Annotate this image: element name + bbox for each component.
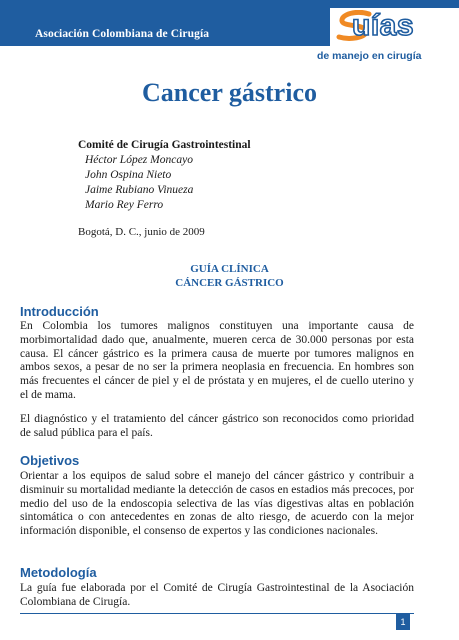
paragraph-introduccion-2: El diagnóstico y el tratamiento del cáncer gástrico son reconocidos como prioridad de salud pública para el país. xyxy=(20,413,414,439)
paragraph-introduccion-1: En Colombia los tumores malignos constituyen una importante causa de morbimortalidad dado que, anualmente, mueren cerca de 30.000 personas por esta causa. El cáncer gástrico es la primera causa de muerte por tumores malignos en ambos sexos, a pesar de no ser la primera neoplasia en frecuencia. En hombres son más frecuentes el cáncer de piel y el de próstata y en mujeres, el de cuello uterino y el de mama. xyxy=(20,320,414,401)
paragraph-metodologia: La guía fue elaborada por el Comité de Cirugía Gastrointestinal de la Asociación Colombiana de Cirugía. xyxy=(20,582,414,608)
paragraph-objetivos: Orientar a los equipos de salud sobre el manejo del cáncer gástrico y contribuir a disminuir su mortalidad mediante la detección de casos en estadios más precoces, por medio del uso de la endoscopia selectiva de las vías digestivas altas en población sintomática o con antecedentes en zonas de alto riesgo, de acuerdo con la mejor información disponible, el consenso de expertos y las condiciones nacionales. xyxy=(20,470,414,538)
author-name: Jaime Rubiano Vinueza xyxy=(85,184,194,196)
organization-name: Asociación Colombiana de Cirugía xyxy=(35,28,210,40)
footer-divider xyxy=(20,613,414,614)
section-title-introduccion: Introducción xyxy=(20,304,99,319)
logo-subtitle: de manejo en cirugía xyxy=(317,50,422,62)
section-title-metodologia: Metodología xyxy=(20,565,97,580)
section-title-objetivos: Objetivos xyxy=(20,453,80,468)
author-name: John Ospina Nieto xyxy=(85,169,172,181)
page-title: Cancer gástrico xyxy=(142,78,317,107)
committee-block xyxy=(78,138,251,213)
author-name: Héctor López Moncayo xyxy=(85,154,193,166)
publication-date: Bogotá, D. C., junio de 2009 xyxy=(78,226,205,238)
page-number: 1 xyxy=(396,614,410,630)
guide-line-1: GUÍA CLÍNICA xyxy=(190,263,269,275)
guide-heading xyxy=(0,262,459,290)
committee-name: Comité de Cirugía Gastrointestinal xyxy=(78,139,251,151)
author-name: Mario Rey Ferro xyxy=(85,199,164,211)
guide-line-2: CÁNCER GÁSTRICO xyxy=(175,277,284,289)
logo-word: uías xyxy=(352,9,415,42)
